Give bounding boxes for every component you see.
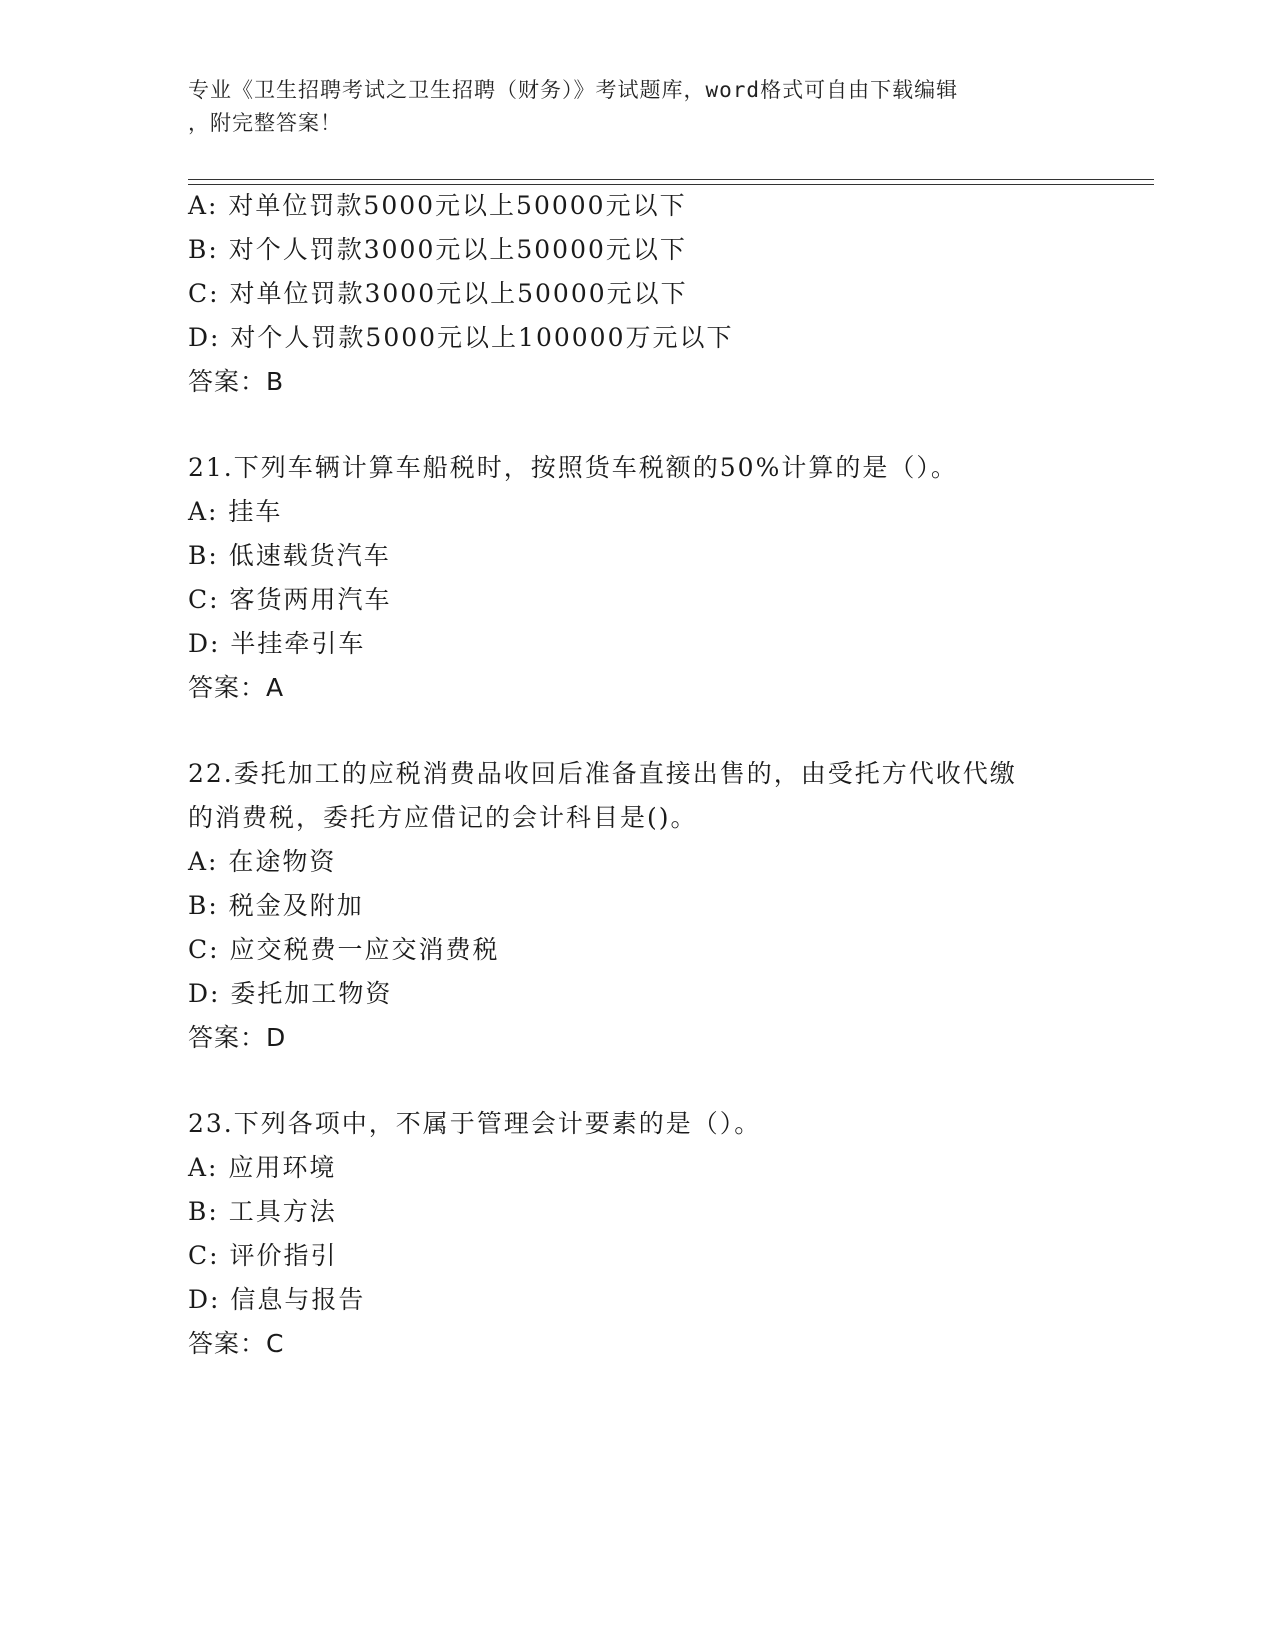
answer-label: 答案：B	[188, 367, 285, 396]
question-stem: 21.下列车辆计算车船税时，按照货车税额的50%计算的是（）。	[188, 453, 958, 482]
answer-label: 答案：A	[188, 673, 285, 702]
option-c: C: 对单位罚款3000元以上50000元以下	[188, 279, 688, 308]
option-d: D: 委托加工物资	[188, 979, 393, 1008]
question-stem: 22.委托加工的应税消费品收回后准备直接出售的，由受托方代收代缴	[188, 759, 1017, 788]
option-d: D: 对个人罚款5000元以上100000万元以下	[188, 323, 734, 352]
answer-label: 答案：D	[188, 1023, 287, 1052]
option-b: B: 对个人罚款3000元以上50000元以下	[188, 235, 687, 264]
option-c: C: 评价指引	[188, 1241, 338, 1270]
option-d: D: 信息与报告	[188, 1285, 366, 1314]
option-b: B: 低速载货汽车	[188, 541, 391, 570]
question-stem: 23.下列各项中，不属于管理会计要素的是（）。	[188, 1109, 762, 1138]
answer-label: 答案：C	[188, 1329, 285, 1358]
option-a: A: 在途物资	[188, 847, 337, 876]
option-d: D: 半挂牵引车	[188, 629, 366, 658]
option-a: A: 对单位罚款5000元以上50000元以下	[188, 191, 687, 220]
option-c: C: 客货两用汽车	[188, 585, 392, 614]
header-line-2: ，附完整答案！	[188, 111, 342, 135]
option-b: B: 工具方法	[188, 1197, 337, 1226]
header-divider-bottom	[188, 184, 1154, 185]
option-c: C: 应交税费一应交消费税	[188, 935, 500, 964]
header-divider-top	[188, 179, 1154, 180]
option-a: A: 挂车	[188, 497, 283, 526]
option-b: B: 税金及附加	[188, 891, 364, 920]
question-stem-continued: 的消费税，委托方应借记的会计科目是()。	[188, 803, 698, 832]
document-header	[188, 74, 1068, 140]
option-a: A: 应用环境	[188, 1153, 337, 1182]
header-line-1: 专业《卫生招聘考试之卫生招聘（财务）》考试题库，word格式可自由下载编辑	[188, 78, 959, 102]
